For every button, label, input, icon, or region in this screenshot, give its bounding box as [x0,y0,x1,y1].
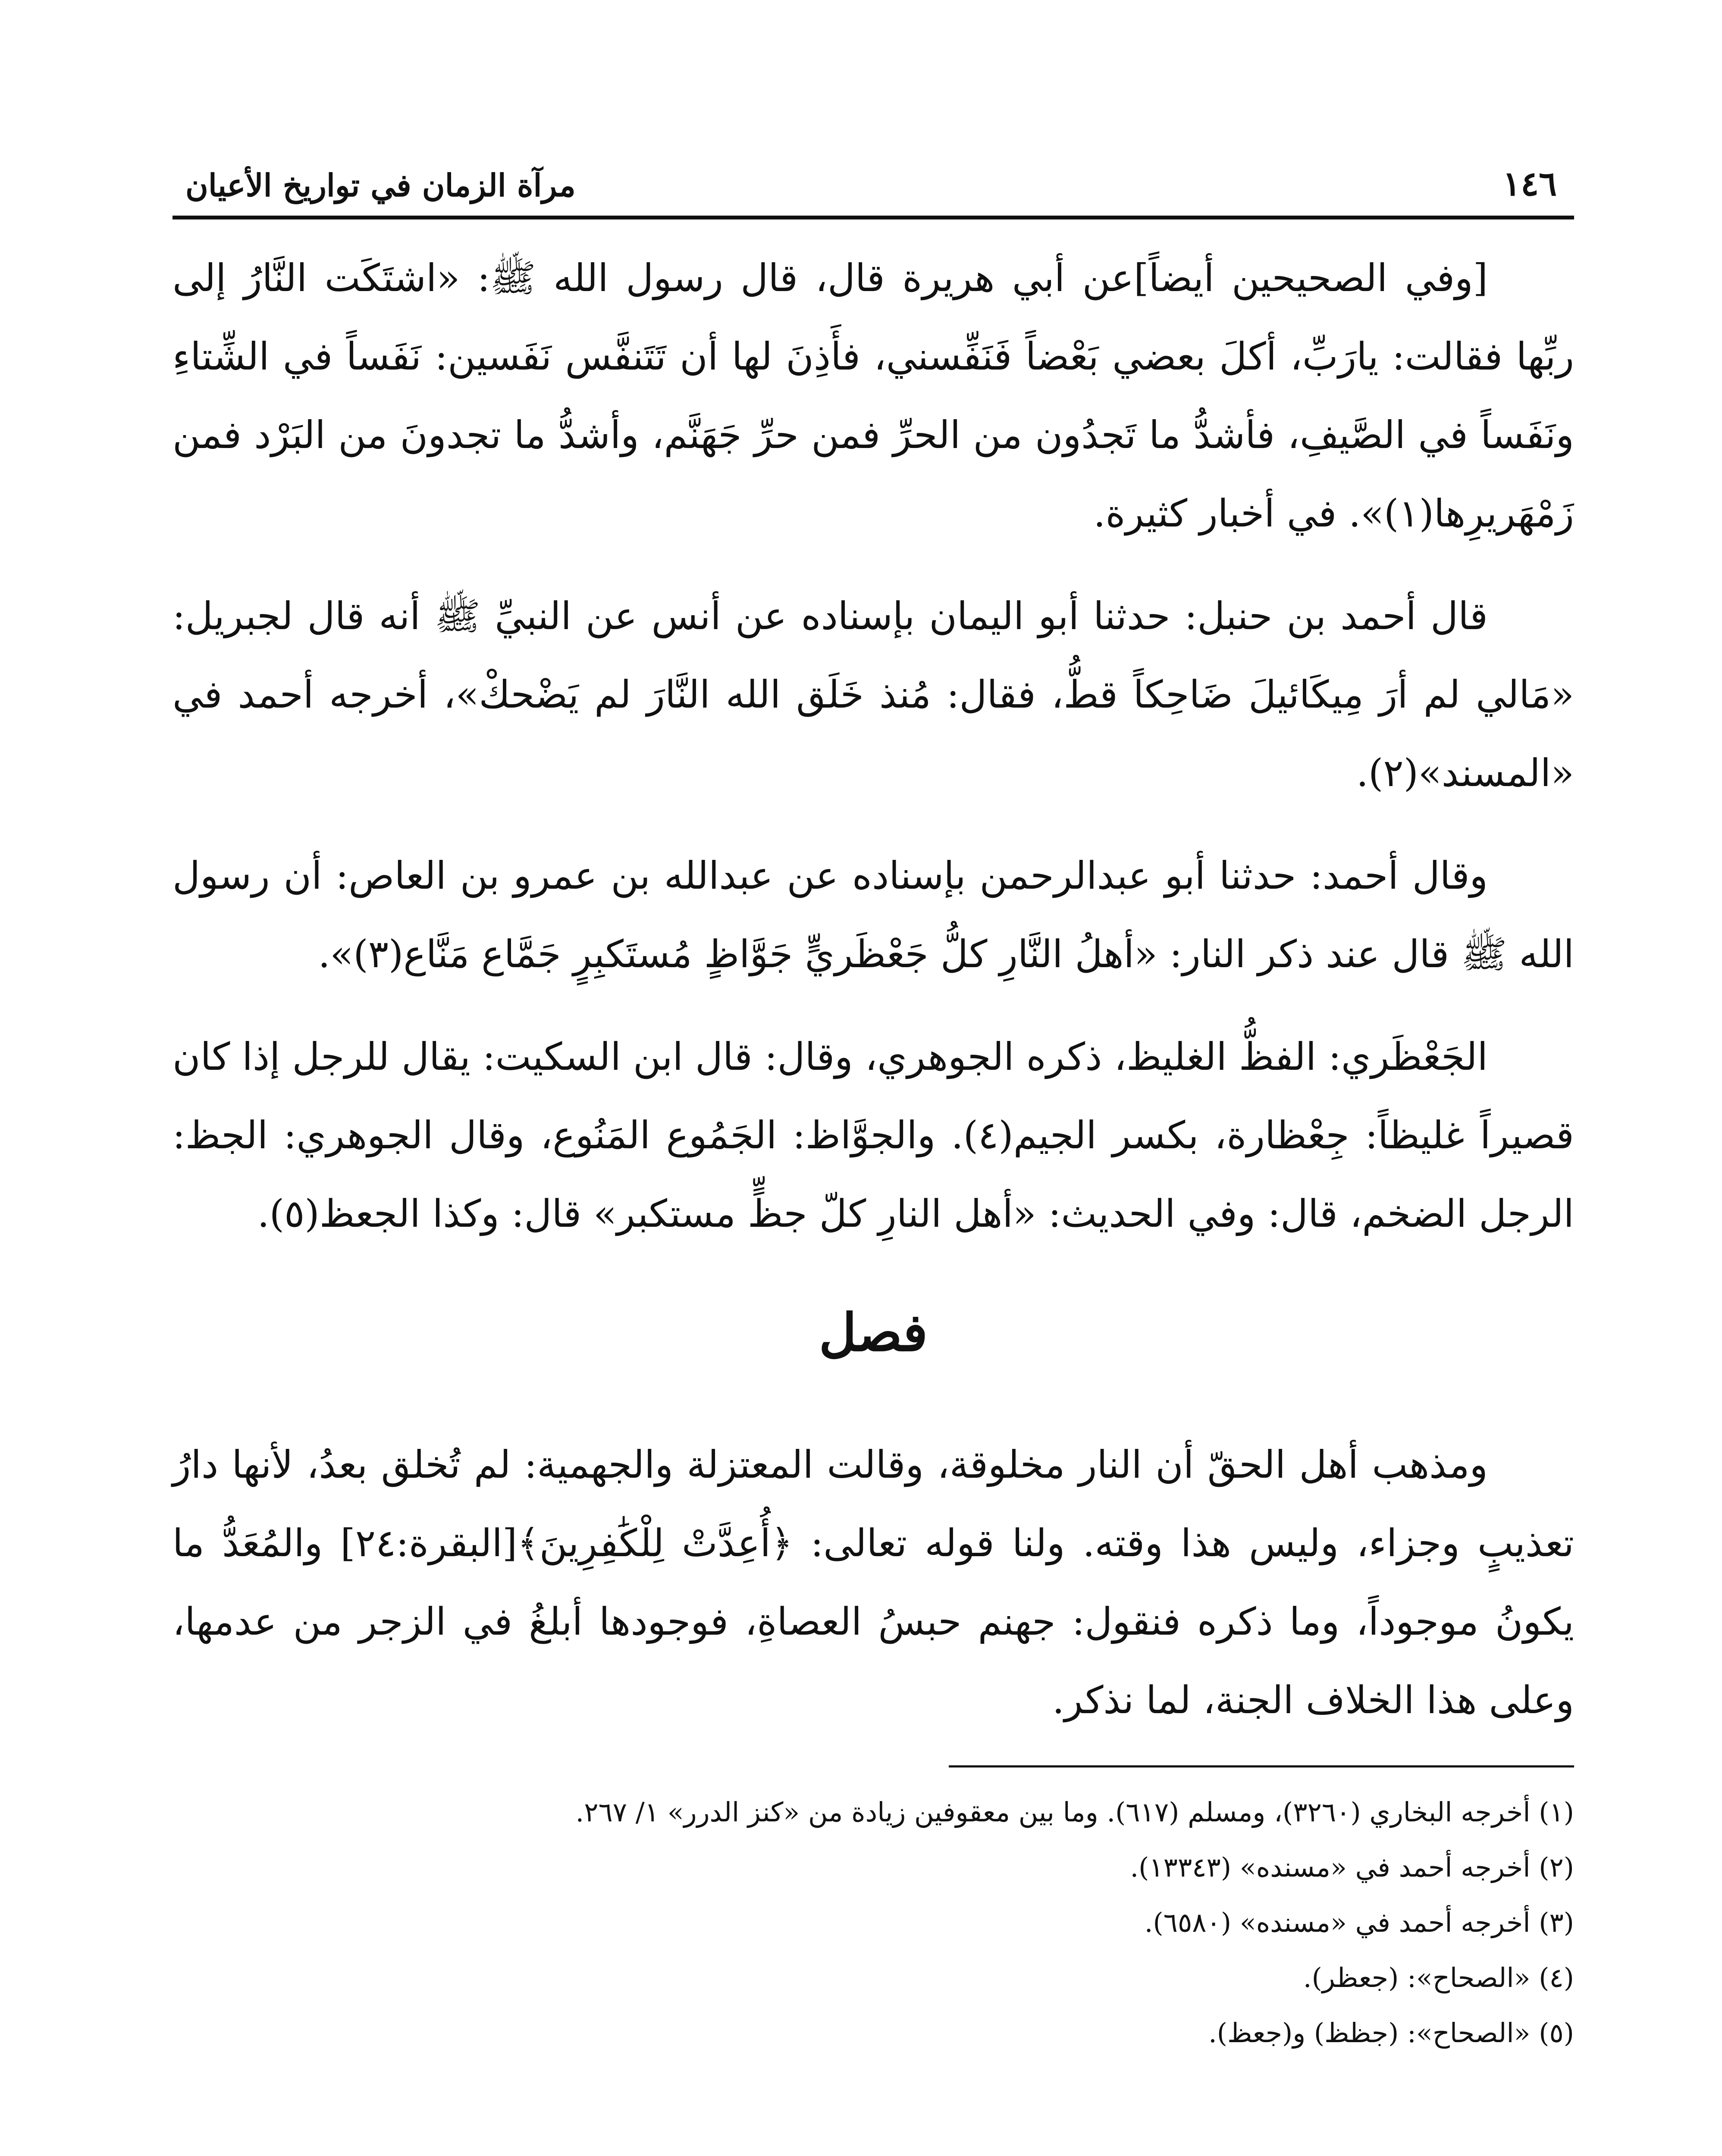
paragraph-hadith-fire-complaint: [وفي الصحيحين أيضاً]عن أبي هريرة قال، قال رسول الله ﷺ: «اشتَكَت النَّارُ إلى ربِّها فقالت: يارَبِّ، أكلَ بعضي بَعْضاً فَنَفِّسني، فأَذِنَ لها أن تَتَنفَّس نَفَسين: نَفَساً في الشِّتاءِ ونَفَساً في الصَّيفِ، فأشدُّ ما تَجدُون من الحرِّ فمن حرِّ جَهَنَّم، وأشدُّ ما تجدونَ من البَرْد فمن زَمْهَريرِها(١)». في أخبار كثيرة. [173,256,1574,536]
footnote-separator [949,1765,1574,1767]
paragraph-jaazari-definition: الجَعْظَري: الفظُّ الغليظ، ذكره الجوهري، وقال: قال ابن السكيت: يقال للرجل إذا كان قصيراً غليظاً: جِعْظارة، بكسر الجيم(٤). والجوَّاظ: الجَمُوع المَنُوع، وقال الجوهري: الجظ: الرجل الضخم، قال: وفي الحديث: «أهل النارِ كلّ جظٍّ مستكبر» قال: وكذا الجعظ(٥). [173,1034,1574,1236]
paragraph-mikail-never-laughed: قال أحمد بن حنبل: حدثنا أبو اليمان بإسناده عن أنس عن النبيِّ ﷺ أنه قال لجبريل: «مَالي لم أرَ مِيكَائيلَ ضَاحِكاً قطُّ، فقال: مُنذ خَلَق الله النَّارَ لم يَضْحكْ»، أخرجه أحمد في «المسند»(٢). [173,594,1575,795]
footnotes [173,1785,1574,2061]
footnote-1: (١) أخرجه البخاري (٣٢٦٠)، ومسلم (٦١٧). وما بين معقوفين زيادة من «كنز الدرر» ١/ ٢٦٧. [575,1796,1574,1828]
footnote-5: (٥) «الصحاح»: (جظظ) و(جعظ). [1208,2017,1574,2049]
footnote-3: (٣) أخرجه أحمد في «مسنده» (٦٥٨٠). [1144,1907,1574,1938]
paragraph-people-of-fire: وقال أحمد: حدثنا أبو عبدالرحمن بإسناده عن عبدالله بن عمرو بن العاص: أن رسول الله ﷺ قال عند ذكر النار: «أهلُ النَّارِ كلُّ جَعْظَريٍّ جَوَّاظٍ مُستَكبِرٍ جَمَّاع مَنَّاع(٣)». [173,853,1574,976]
book-title: مرآة الزمان في تواريخ الأعيان [185,167,576,204]
paragraph-fire-created: ومذهب أهل الحقّ أن النار مخلوقة، وقالت المعتزلة والجهمية: لم تُخلق بعدُ، لأنها دارُ تعذيبٍ وجزاء، وليس هذا وقته. ولنا قوله تعالى: ﴿أُعِدَّتْ لِلْكَٰفِرِينَ﴾[البقرة:٢٤] والمُعَدُّ ما يكونُ موجوداً، وما ذكره فنقول: جهنم حبسُ العصاةِ، فوجودها أبلغُ في الزجر من عدمها، وعلى هذا الخلاف الجنة، لما نذكر. [173,1442,1574,1722]
page-number: ١٤٦ [1502,164,1557,204]
running-header [173,142,1574,219]
footnote-2: (٢) أخرجه أحمد في «مسنده» (١٣٣٤٣). [1130,1852,1574,1883]
section-heading: فصل [819,1302,928,1363]
main-text [173,239,1574,1739]
footnote-4: (٤) «الصحاح»: (جعظر). [1303,1962,1574,1993]
book-page [173,142,1574,2156]
